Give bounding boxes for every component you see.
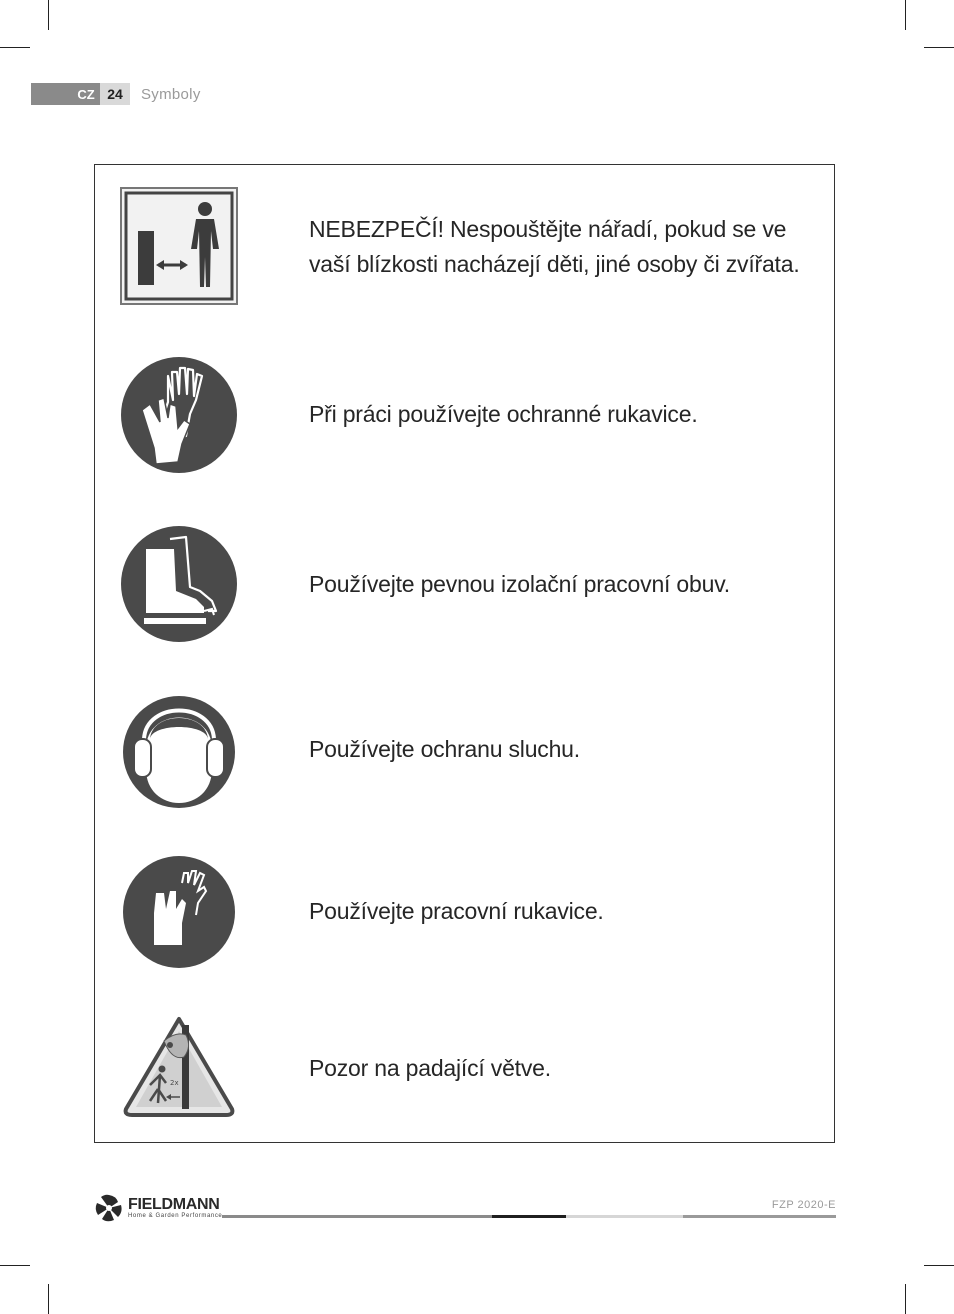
safety-boots-icon <box>120 525 238 643</box>
symbol-description: NEBEZPEČÍ! Nespouštějte nářadí, pokud se ve vaší blízkosti nacházejí děti, jiné osoby či zvířata. <box>309 216 800 277</box>
model-number: FZP 2020-E <box>771 1199 836 1211</box>
keep-distance-icon <box>120 187 238 305</box>
crop-mark <box>924 1265 954 1266</box>
ear-protection-icon <box>120 693 238 811</box>
crop-mark <box>0 1265 30 1266</box>
work-gloves-icon <box>120 853 238 971</box>
brand-name: FIELDMANN <box>128 1195 220 1213</box>
crop-mark <box>905 0 906 30</box>
footer-bar-segment <box>683 1215 836 1218</box>
footer-bar-segment <box>566 1215 683 1218</box>
language-code: CZ <box>72 83 100 105</box>
falling-branches-icon <box>120 1011 238 1129</box>
crop-mark <box>48 1284 49 1314</box>
symbols-table <box>94 164 835 1143</box>
crop-mark <box>924 47 954 48</box>
footer-bar-segment <box>222 1215 492 1218</box>
crop-mark <box>905 1284 906 1314</box>
symbol-description: Používejte ochranu sluchu. <box>309 736 580 762</box>
symbol-description: Při práci používejte ochranné rukavice. <box>309 401 698 427</box>
brand-tagline: Home & Garden Performance <box>128 1212 223 1219</box>
crop-mark <box>0 47 30 48</box>
header-bar <box>31 83 72 105</box>
brand-logo <box>94 1193 224 1223</box>
symbol-description: Používejte pracovní rukavice. <box>309 898 604 924</box>
section-title: Symboly <box>141 85 201 103</box>
page-header <box>31 83 201 105</box>
footer-bar-segment <box>492 1215 566 1218</box>
fan-logo-icon <box>94 1193 124 1223</box>
protective-gloves-icon <box>120 356 238 474</box>
symbol-description: Pozor na padající větve. <box>309 1055 551 1081</box>
crop-mark <box>48 0 49 30</box>
symbol-description: Používejte pevnou izolační pracovní obuv. <box>309 571 730 597</box>
svg-text:2x: 2x <box>170 1079 179 1087</box>
page-number: 24 <box>100 83 130 105</box>
